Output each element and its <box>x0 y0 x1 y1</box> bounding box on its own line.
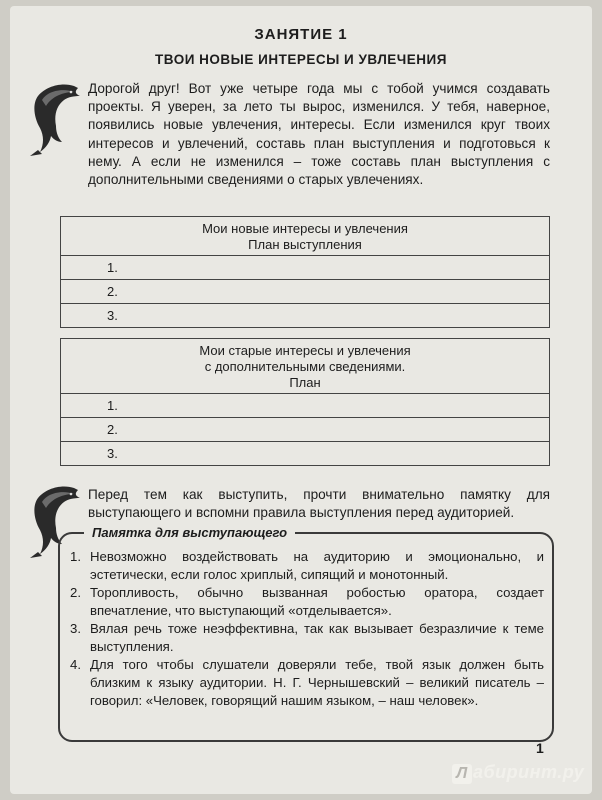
dolphin-icon <box>24 80 86 158</box>
memo-item-number: 4. <box>70 657 81 672</box>
header-line: План выступления <box>248 237 362 252</box>
memo-intro-paragraph: Перед тем как выступить, прочти внимательно памятку для выступающего и вспомни правила выступления перед аудиторией. <box>88 487 550 521</box>
header-line: Мои старые интересы и увлечения <box>199 343 411 358</box>
watermark-letter: Л <box>452 764 472 784</box>
old-interests-header <box>61 339 550 394</box>
plan-row[interactable]: 2. <box>61 280 550 304</box>
watermark-text: абиринт.ру <box>473 762 585 782</box>
memo-item-text: Торопливость, обычно вызванная робостью оратора, создает впечатление, что выступающий «отделывается». <box>90 585 544 618</box>
memo-item-number: 2. <box>70 585 81 600</box>
header-line: с дополнительными сведениями. <box>204 359 406 374</box>
speaker-memo-box <box>58 525 554 742</box>
new-interests-header <box>61 217 550 256</box>
memo-item-number: 3. <box>70 621 81 636</box>
lesson-subtitle: ТВОИ НОВЫЕ ИНТЕРЕСЫ И УВЛЕЧЕНИЯ <box>155 52 447 67</box>
intro-paragraph: Дорогой друг! Вот уже четыре года мы с тобой учимся создавать проекты. Я уверен, за лето ты вырос, изменился. У тебя, наверное, появились новые увлечения, интересы. Если изменился круг твоих интересов и увлечений, составь план выступления и подготовься к нему. А если не изменился – тоже составь план выступления с дополнительными сведениями о старых увлечениях. <box>88 81 550 188</box>
memo-title: Памятка для выступающего <box>84 525 295 540</box>
lesson-title: ЗАНЯТИЕ 1 <box>254 26 348 43</box>
plan-row[interactable]: 3. <box>61 442 550 466</box>
memo-item <box>70 548 544 584</box>
new-interests-table <box>60 216 550 328</box>
plan-row[interactable]: 1. <box>61 394 550 418</box>
page-number: 1 <box>536 740 544 756</box>
plan-row[interactable]: 1. <box>61 256 550 280</box>
plan-row[interactable]: 2. <box>61 418 550 442</box>
memo-item-text: Вялая речь тоже неэффективна, так как вызывает безразличие к теме выступления. <box>90 621 544 654</box>
memo-item <box>70 584 544 620</box>
memo-item-text: Для того чтобы слушатели доверяли тебе, твой язык должен быть близким к языку аудитории. Н. Г. Чернышевский – великий писатель – говорил: «Человек, говорящий нашим языком, – наш человек». <box>90 657 544 708</box>
memo-item <box>70 620 544 656</box>
memo-item-number: 1. <box>70 549 81 564</box>
memo-list <box>70 548 544 710</box>
header-line: Мои новые интересы и увлечения <box>202 221 408 236</box>
memo-item <box>70 656 544 710</box>
header-line: План <box>289 375 321 390</box>
watermark <box>452 762 584 784</box>
memo-item-text: Невозможно воздействовать на аудиторию и эмоционально, и эстетически, если голос хриплый, сипящий и монотонный. <box>90 549 544 582</box>
old-interests-table <box>60 338 550 466</box>
plan-row[interactable]: 3. <box>61 304 550 328</box>
